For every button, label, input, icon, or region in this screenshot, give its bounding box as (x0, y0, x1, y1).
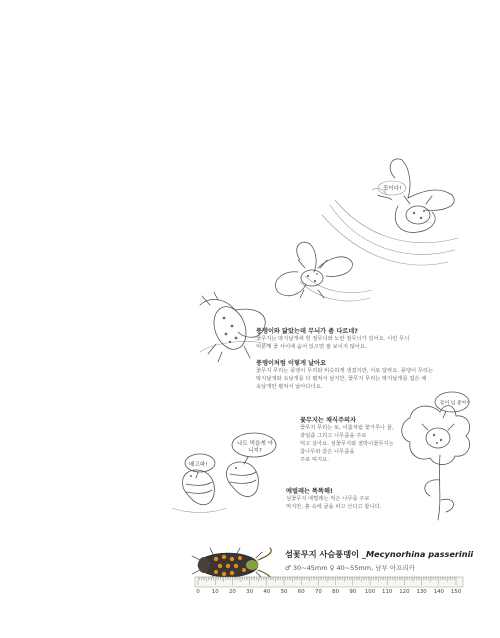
measurement-ruler (195, 577, 463, 587)
flying-beetle-top (372, 159, 454, 233)
ruler-label: 70 (314, 589, 322, 595)
section-heading: 애벌레는 똑똑해! (286, 488, 333, 495)
section-line: 꽃무지 무리는 또, 이름처럼 꽃가루나 꿀, (300, 425, 394, 431)
flying-beetle-middle (275, 242, 352, 298)
specimen-name-latin: Mecynorhina passerinii (365, 549, 474, 559)
ruler-label: 0 (196, 589, 200, 595)
ruler-label: 20 (228, 589, 236, 595)
bubble-text-flower: 꽃이 넘 좋아~ (440, 401, 471, 406)
ruler-label: 90 (349, 589, 357, 595)
bubble-text-larva-right: 나도 먹을게 아니지? (237, 441, 273, 454)
ruler-label: 140 (433, 589, 444, 595)
section-line: 먹지만, 흙 속에 굴을 파고 산다고 합니다. (286, 504, 382, 510)
section-line: 덕분에 꽃 사이에 숨어 있으면 잘 보이지 않아요. (256, 344, 367, 350)
ruler-label: 130 (416, 589, 427, 595)
section-diet (300, 415, 394, 464)
specimen-size-range: ♂ 30~45mm ♀ 40~55mm, 남부 아프리카 (285, 564, 415, 572)
section-heading: 꽃무지는 채식주의자 (300, 417, 356, 424)
section-line: 과일즙 그리고 나무즙을 주로 (300, 433, 367, 439)
section-line: 참나무와 같은 나무즙을 (300, 449, 355, 455)
ruler-label: 110 (382, 589, 393, 595)
section-heading: 풍뎅이와 닮았는데 무늬가 좀 다르네? (256, 328, 358, 335)
section-body-pattern (256, 326, 409, 351)
section-line: 딱지날개와 속날개를 다 펼쳐서 날지만, 꽃무지 무리는 딱지날개를 접은 채 (256, 376, 427, 382)
larva-left (172, 470, 226, 513)
ruler-label: 40 (263, 589, 271, 595)
specimen-title (285, 549, 473, 560)
ruler-label: 100 (364, 589, 376, 595)
ruler-label: 50 (280, 589, 288, 595)
section-line: 꽃무지는 딱지날개에 흰 점무늬와 노란 점무늬가 있어요. 이런 무늬 (256, 336, 410, 342)
ruler-label: 80 (332, 589, 340, 595)
section-line: 꽃무지 무리는 풍뎅이 무리와 비슷하게 생겼지만, 서로 달라요. 풍뎅이 무리는 (256, 368, 434, 374)
specimen-name-korean: 섬꽃무지 사슴풍뎅이 _ (285, 549, 366, 559)
larva-right (226, 462, 258, 497)
section-line: 섬꽃무지 애벌레는 썩은 나무를 주로 (286, 496, 370, 502)
section-line: 주로 먹지요. (300, 457, 329, 463)
flower-with-beetle (402, 406, 470, 520)
section-line: 속날개만 펼쳐서 날아다녀요. (256, 384, 323, 390)
ruler-label: 150 (450, 589, 462, 595)
bubble-text-top: 꽃이다! (383, 186, 402, 192)
section-larva (286, 486, 381, 511)
ruler-label: 60 (297, 589, 305, 595)
ruler-label: 120 (399, 589, 410, 595)
bubble-text-larva-left: 배고파! (189, 462, 208, 468)
section-flight (256, 358, 433, 391)
ruler-label: 30 (246, 589, 254, 595)
section-heading: 풍뎅이처럼 이렇게 날아요 (256, 360, 327, 367)
section-line: 먹고 살아요. 섬꽃무지와 점박이꽃무지는 (300, 441, 394, 447)
ruler-label: 10 (211, 589, 219, 595)
